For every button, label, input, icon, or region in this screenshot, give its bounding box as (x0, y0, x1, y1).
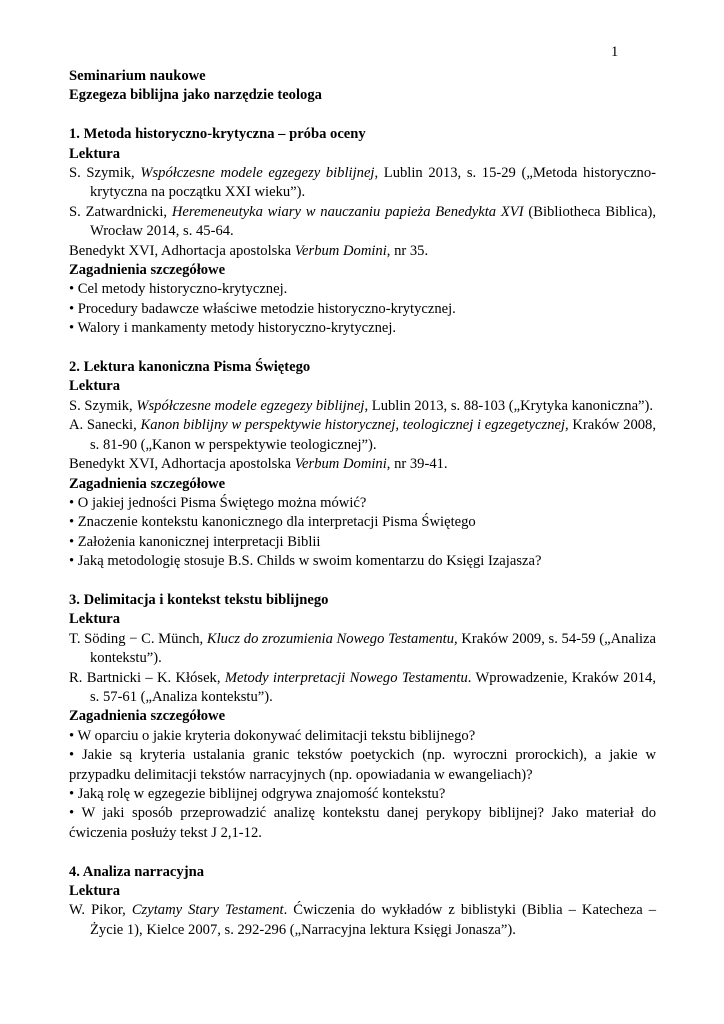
section-title: 3. Delimitacja i kontekst tekstu biblijnego (69, 591, 329, 608)
reference-entry: Benedykt XVI, Adhortacja apostolska Verbum Domini, nr 39-41. (69, 456, 448, 473)
lektura-heading: Lektura (69, 611, 121, 628)
section-title: 1. Metoda historyczno-krytyczna – próba oceny (69, 126, 366, 143)
section-title: 2. Lektura kanoniczna Pisma Świętego (69, 359, 311, 376)
issue-item: • Jakie są kryteria ustalania granic tekstów poetyckich (np. wyroczni prorockich), a jakie w przypadku delimitacji tekstów narracyjnych (np. opowiadania w ewangeliach)? (69, 747, 656, 783)
issues-heading: Zagadnienia szczegółowe (69, 475, 226, 492)
issues-heading: Zagadnienia szczegółowe (69, 708, 226, 725)
document-body (69, 67, 656, 940)
issue-item: • Cel metody historyczno-krytycznej. (69, 281, 288, 298)
issue-item: • Znaczenie kontekstu kanonicznego dla interpretacji Pisma Świętego (69, 514, 476, 531)
lektura-heading: Lektura (69, 883, 121, 899)
issue-item: • Procedury badawcze właściwe metodzie historyczno-krytycznej. (69, 300, 456, 317)
reference-entry: W. Pikor, Czytamy Stary Testament. Ćwiczenia do wykładów z biblistyki (Biblia – Katecheza – Życie 1), Kielce 2007, s. 292-296 („Narracyjna lektura Księgi Jonasza”). (69, 902, 656, 938)
section-title: 4. Analiza narracyjna (69, 863, 204, 880)
issue-item: • Walory i mankamenty metody historyczno-krytycznej. (69, 320, 397, 337)
reference-entry: Benedykt XVI, Adhortacja apostolska Verbum Domini, nr 35. (69, 242, 429, 259)
seminar-subtitle: Egzegeza biblijna jako narzędzie teologa (69, 87, 322, 104)
reference-entry: R. Bartnicki – K. Kłósek, Metody interpretacji Nowego Testamentu. Wprowadzenie, Kraków 2014, s. 57-61 („Analiza kontekstu”). (69, 669, 656, 705)
reference-entry: S. Szymik, Współczesne modele egzegezy biblijnej, Lublin 2013, s. 15-29 („Metoda historyczno-krytyczna na początku XXI wieku”). (69, 165, 657, 201)
issue-item: • O jakiej jedności Pisma Świętego można mówić? (69, 494, 367, 511)
lektura-heading: Lektura (69, 145, 121, 162)
issue-item: • Jaką metodologię stosuje B.S. Childs w swoim komentarzu do Księgi Izajasza? (69, 553, 542, 570)
issues-heading: Zagadnienia szczegółowe (69, 262, 226, 279)
reference-entry: A. Sanecki, Kanon biblijny w perspektywie historycznej, teologicznej i egzegetycznej, Kraków 2008, s. 81-90 („Kanon w perspektywie teologicznej”). (69, 417, 656, 453)
page-number: 1 (611, 44, 619, 60)
lektura-heading: Lektura (69, 378, 121, 395)
reference-entry: S. Zatwardnicki, Heremeneutyka wiary w nauczaniu papieża Benedykta XVI (Bibliotheca Biblica), Wrocław 2014, s. 45-64. (69, 203, 656, 240)
issue-item: • Jaką rolę w egzegezie biblijnej odgrywa znajomość kontekstu? (69, 785, 446, 802)
reference-entry: S. Szymik, Współczesne modele egzegezy biblijnej, Lublin 2013, s. 88-103 („Krytyka kanoniczna”). (69, 397, 654, 414)
issue-item: • Założenia kanonicznej interpretacji Biblii (69, 533, 321, 550)
seminar-title: Seminarium naukowe (69, 68, 206, 84)
reference-entry: T. Söding − C. Münch, Klucz do zrozumienia Nowego Testamentu, Kraków 2009, s. 54-59 („Analiza kontekstu”). (69, 630, 657, 667)
issue-item: • W oparciu o jakie kryteria dokonywać delimitacji tekstu biblijnego? (69, 727, 476, 744)
issue-item: • W jaki sposób przeprowadzić analizę kontekstu danej perykopy biblijnej? Jako materiał do ćwiczenia posłuży tekst J 2,1-12. (69, 805, 656, 841)
